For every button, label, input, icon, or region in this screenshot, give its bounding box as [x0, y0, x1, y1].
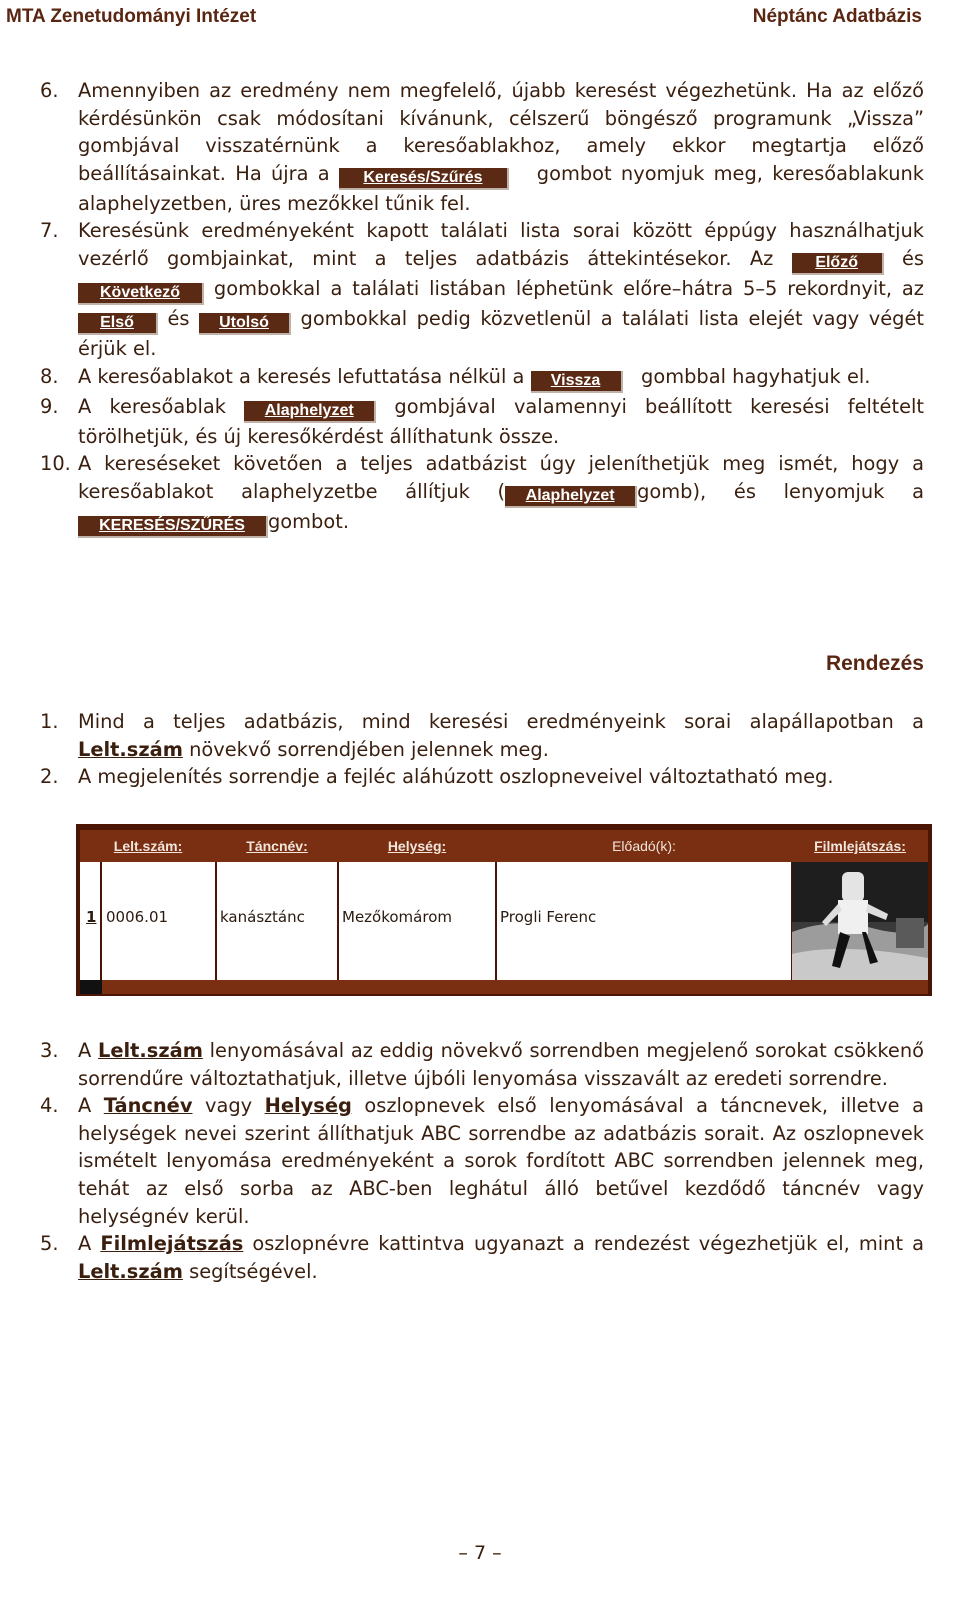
- list-item: 2. A megjelenítés sorrendje a fejléc aláhúzott oszlopneveivel változtatható meg.: [40, 765, 834, 789]
- filmlejatszas-link[interactable]: Filmlejátszás: [100, 1232, 244, 1256]
- instructions-list-sort-a: [40, 708, 924, 791]
- dancer-photo-icon: [792, 862, 928, 980]
- list-item: 9. A keresőablak Alaphelyzet gombjával valamennyi beállított keresési feltételt törölhetjük, és új keresőkérdést állíthatunk össze.: [40, 394, 924, 448]
- cell-lelt-szam: 0006.01: [106, 908, 169, 926]
- film-thumbnail[interactable]: [792, 862, 928, 980]
- cell-eloado: Progli Ferenc: [500, 908, 597, 926]
- elozo-button[interactable]: Előző: [792, 253, 884, 275]
- alaphelyzet-button[interactable]: Alaphelyzet: [505, 486, 637, 508]
- column-divider: [337, 862, 339, 980]
- vissza-button[interactable]: Vissza: [531, 371, 623, 393]
- header-institute: MTA Zenetudományi Intézet: [6, 6, 257, 27]
- elso-button[interactable]: Első: [78, 313, 158, 335]
- column-header-filmlejatszas[interactable]: Filmlejátszás:: [814, 838, 906, 854]
- list-item: 3. A Lelt.szám lenyomásával az eddig növekvő sorrendben megjelenő sorokat csökkenő sorrendűre változtathatjuk, illetve újbóli lenyomása visszavált az eredeti sorrendre.: [40, 1039, 924, 1090]
- cell-tancnev: kanásztánc: [220, 908, 305, 926]
- lelt-szam-link[interactable]: Lelt.szám: [98, 1039, 203, 1062]
- header-database-title: Néptánc Adatbázis: [752, 6, 922, 27]
- row-index-link[interactable]: 1: [86, 908, 97, 926]
- list-item: 7. Keresésünk eredményeként kapott találati lista sorai között éppúgy használhatjuk vezérlő gombjainkat, mint a teljes adatbázis áttekintésekor. Az Előző és Következő gombokkal a találati listában léphetünk előre–hátra 5–5 rekordnyit, az Első és Utolsó gombokkal pedig közvetlenül a találati lista elejét vagy végét érjük el.: [40, 219, 924, 360]
- column-divider: [100, 862, 102, 980]
- list-item: 10. A kereséseket követően a teljes adatbázist úgy jeleníthetjük meg ismét, hogy a keresőablakot alaphelyzetbe állítjuk ( Alaphelyzet gomb), és lenyomjuk a KERESÉS/SZŰRÉS gombot.: [40, 450, 924, 538]
- tancnev-link[interactable]: Táncnév: [103, 1094, 193, 1118]
- table-footer-corner: [80, 980, 102, 994]
- list-item: 4. A Táncnév vagy Helység oszlopnevek első lenyomásával a táncnevek, illetve a helységek nevei szerint állíthatjuk ABC sorrendbe az adatbázis sorait. Az oszlopnevek ismételt lenyomása eredményeként a sorok fordított ABC sorrendben jelennek meg, tehát az első sorba az ABC-ben leghátul álló betűvel kezdődő táncnév vagy helységnév kerül.: [40, 1094, 924, 1228]
- list-item: 1. Mind a teljes adatbázis, mind keresési eredményeink sorai alapállapotban a Lelt.szám növekvő sorrendjében jelennek meg.: [40, 710, 924, 761]
- list-item: 5. A Filmlejátszás oszlopnévre kattintva ugyanazt a rendezést végezhetjük el, mint a Lelt.szám segítségével.: [40, 1232, 924, 1283]
- column-header-eloado: Előadó(k):: [612, 838, 676, 854]
- results-table-screenshot: [76, 824, 932, 996]
- page-header: [0, 4, 960, 34]
- helyseg-link[interactable]: Helység: [264, 1094, 352, 1118]
- list-item: 6. Amennyiben az eredmény nem megfelelő, újabb keresést végezhetünk. Ha az előző kérdésünkön csak módosítani kívánunk, célszerű böngésző programunk „Vissza” gombjával visszatérnünk a keresőablakhoz, amely ekkor megtartja előző beállításainkat. Ha újra a Keresés/Szűrés gombot nyomjuk meg, keresőablakunk alaphelyzetben, üres mezőkkel tűnik fel.: [40, 79, 925, 215]
- table-footer-bar: [80, 980, 928, 994]
- column-header-lelt-szam[interactable]: Lelt.szám:: [113, 838, 183, 854]
- kereses-szures-caps-button[interactable]: KERESÉS/SZŰRÉS: [78, 516, 268, 538]
- kereses-szures-button[interactable]: Keresés/Szűrés: [339, 168, 509, 190]
- column-header-tancnev[interactable]: Táncnév:: [246, 838, 308, 854]
- column-header-helyseg[interactable]: Helység:: [387, 838, 447, 854]
- alaphelyzet-button[interactable]: Alaphelyzet: [244, 401, 376, 423]
- list-item: 8. A keresőablakot a keresés lefuttatása nélkül a Vissza gombbal hagyhatjuk el.: [40, 363, 924, 393]
- column-divider: [215, 862, 217, 980]
- kovetkezo-button[interactable]: Következő: [78, 283, 204, 305]
- instructions-list-search: [40, 77, 924, 538]
- section-title-rendezes: Rendezés: [825, 652, 924, 675]
- lelt-szam-link[interactable]: Lelt.szám: [78, 737, 183, 761]
- instructions-list-sort-b: [40, 1037, 924, 1285]
- utolso-button[interactable]: Utolsó: [199, 313, 291, 335]
- cell-helyseg: Mezőkomárom: [342, 908, 452, 926]
- lelt-szam-link[interactable]: Lelt.szám: [78, 1259, 183, 1283]
- column-divider: [495, 862, 497, 980]
- page-number: – 7 –: [458, 1542, 502, 1564]
